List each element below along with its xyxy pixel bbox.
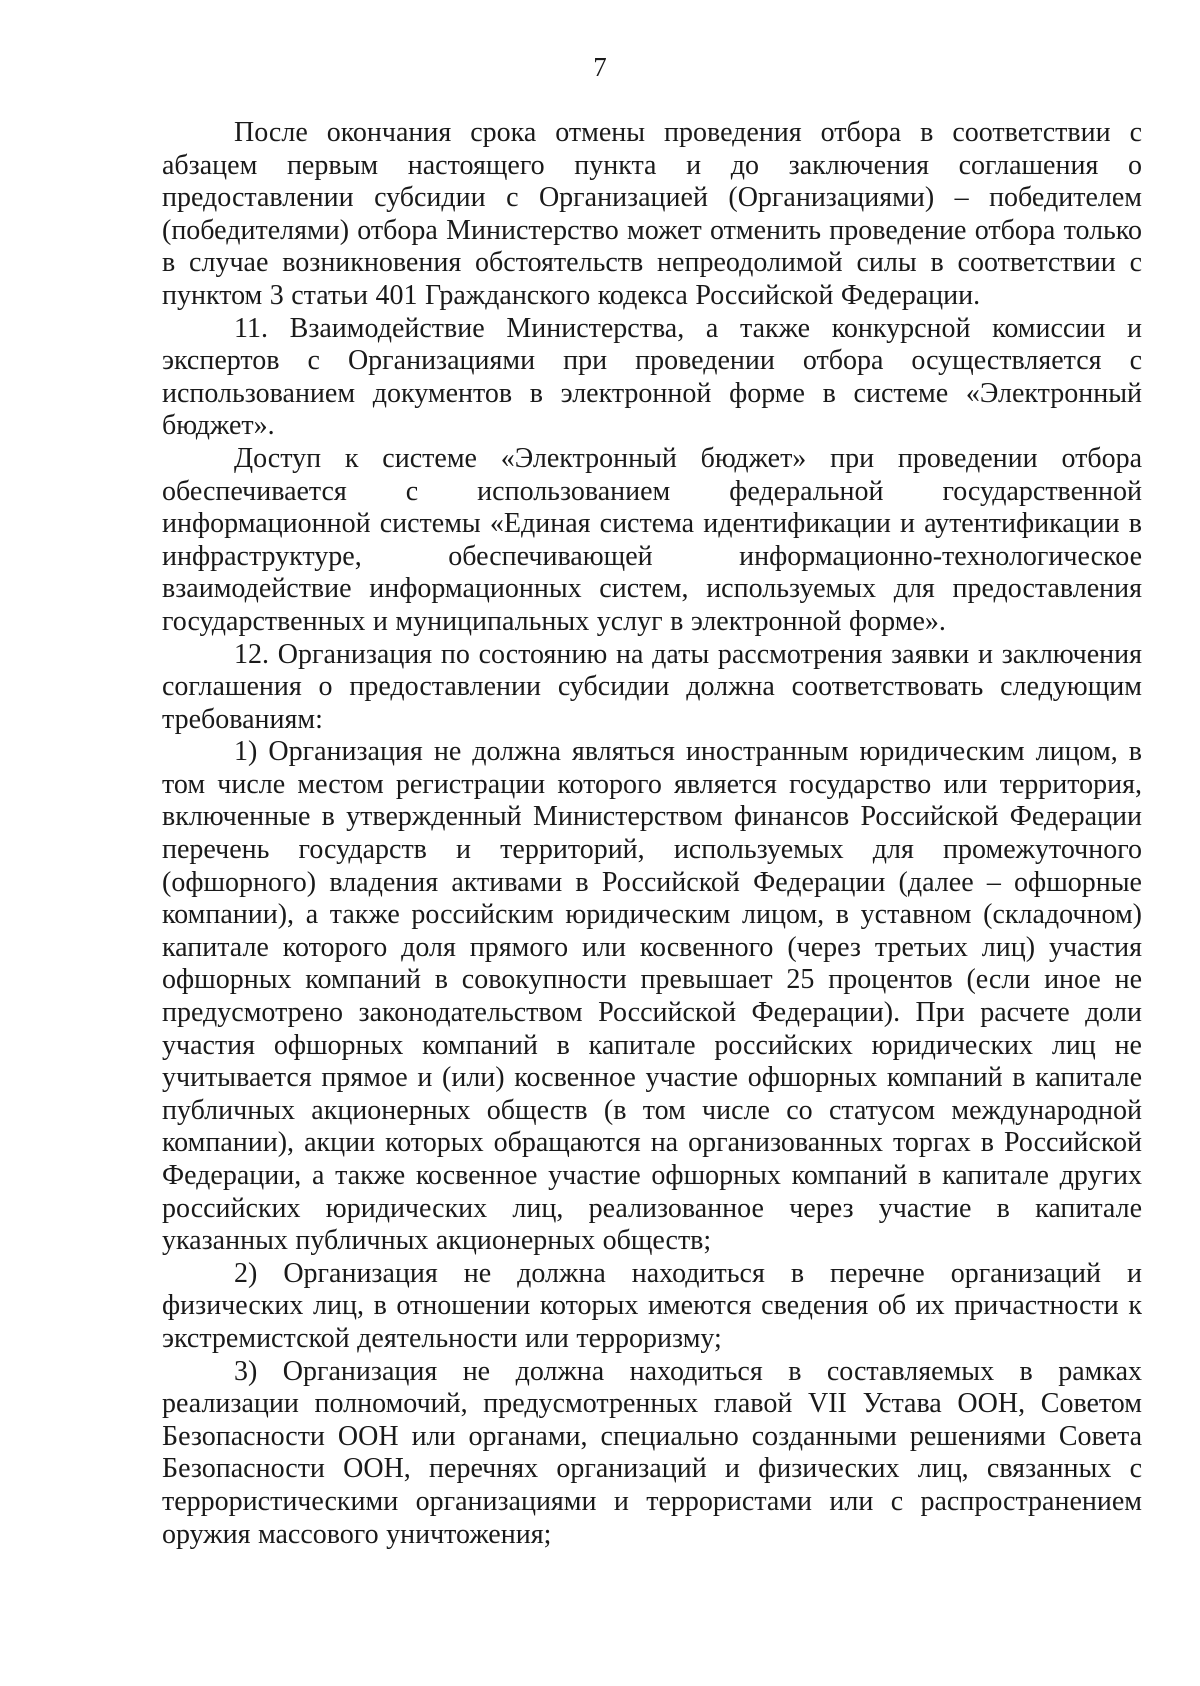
list-item-3-un-lists: 3) Организация не должна находиться в составляемых в рамках реализации полномочий, предусмотренных главой VII Устава ООН, Советом Безопасности ООН или органами, специально созданными решениями Совета Безопасности ООН, перечнях организаций и физических лиц, связанных с террористическими организациями и террористами или с распространением оружия массового уничтожения; xyxy=(162,1355,1142,1550)
paragraph-cancellation: После окончания срока отмены проведения отбора в соответствии с абзацем первым настоящего пункта и до заключения соглашения о предоставлении субсидии с Организацией (Организациями) – победителем (победителями) отбора Министерство может отменить проведение отбора только в случае возникновения обстоятельств непреодолимой силы в соответствии с пунктом 3 статьи 401 Гражданского кодекса Российской Федерации. xyxy=(162,117,1142,311)
list-item-1-offshore: 1) Организация не должна являться иностранным юридическим лицом, в том числе местом регистрации которого является государство или территория, включенные в утвержденный Министерством финансов Российской Федерации перечень государств и территорий, используемых для промежуточного (офшорного) владения активами в Российской Федерации (далее – офшорные компании), а также российским юридическим лицом, в уставном (складочном) капитале которого доля прямого или косвенного (через третьих лиц) участия офшорных компаний в совокупности превышает 25 процентов (если иное не предусмотрено законодательством Российской Федерации). При расчете доли участия офшорных компаний в капитале российских юридических лиц не учитывается прямое и (или) косвенное участие офшорных компаний в капитале публичных акционерных обществ (в том числе со статусом международной компании), акции которых обращаются на организованных торгах в Российской Федерации, а также косвенное участие офшорных компаний в капитале других российских юридических лиц, реализованное через участие в капитале указанных публичных акционерных обществ; xyxy=(162,736,1142,1257)
page-number: 7 xyxy=(593,52,607,82)
paragraph-12-requirements: 12. Организация по состоянию на даты рассмотрения заявки и заключения соглашения о предоставлении субсидии должна соответствовать следующим требованиям: xyxy=(162,638,1142,735)
document-body xyxy=(162,117,1142,1551)
paragraph-access: Доступ к системе «Электронный бюджет» при проведении отбора обеспечивается с использованием федеральной государственной информационной системы «Единая система идентификации и аутентификации в инфраструктуре, обеспечивающей информационно-технологическое взаимодействие информационных систем, используемых для предоставления государственных и муниципальных услуг в электронной форме». xyxy=(162,442,1142,637)
list-item-2-extremism: 2) Организация не должна находиться в перечне организаций и физических лиц, в отношении которых имеются сведения об их причастности к экстремистской деятельности или терроризму; xyxy=(162,1257,1142,1354)
paragraph-11-interaction: 11. Взаимодействие Министерства, а также конкурсной комиссии и экспертов с Организациями при проведении отбора осуществляется с использованием документов в электронной форме в системе «Электронный бюджет». xyxy=(162,312,1142,442)
